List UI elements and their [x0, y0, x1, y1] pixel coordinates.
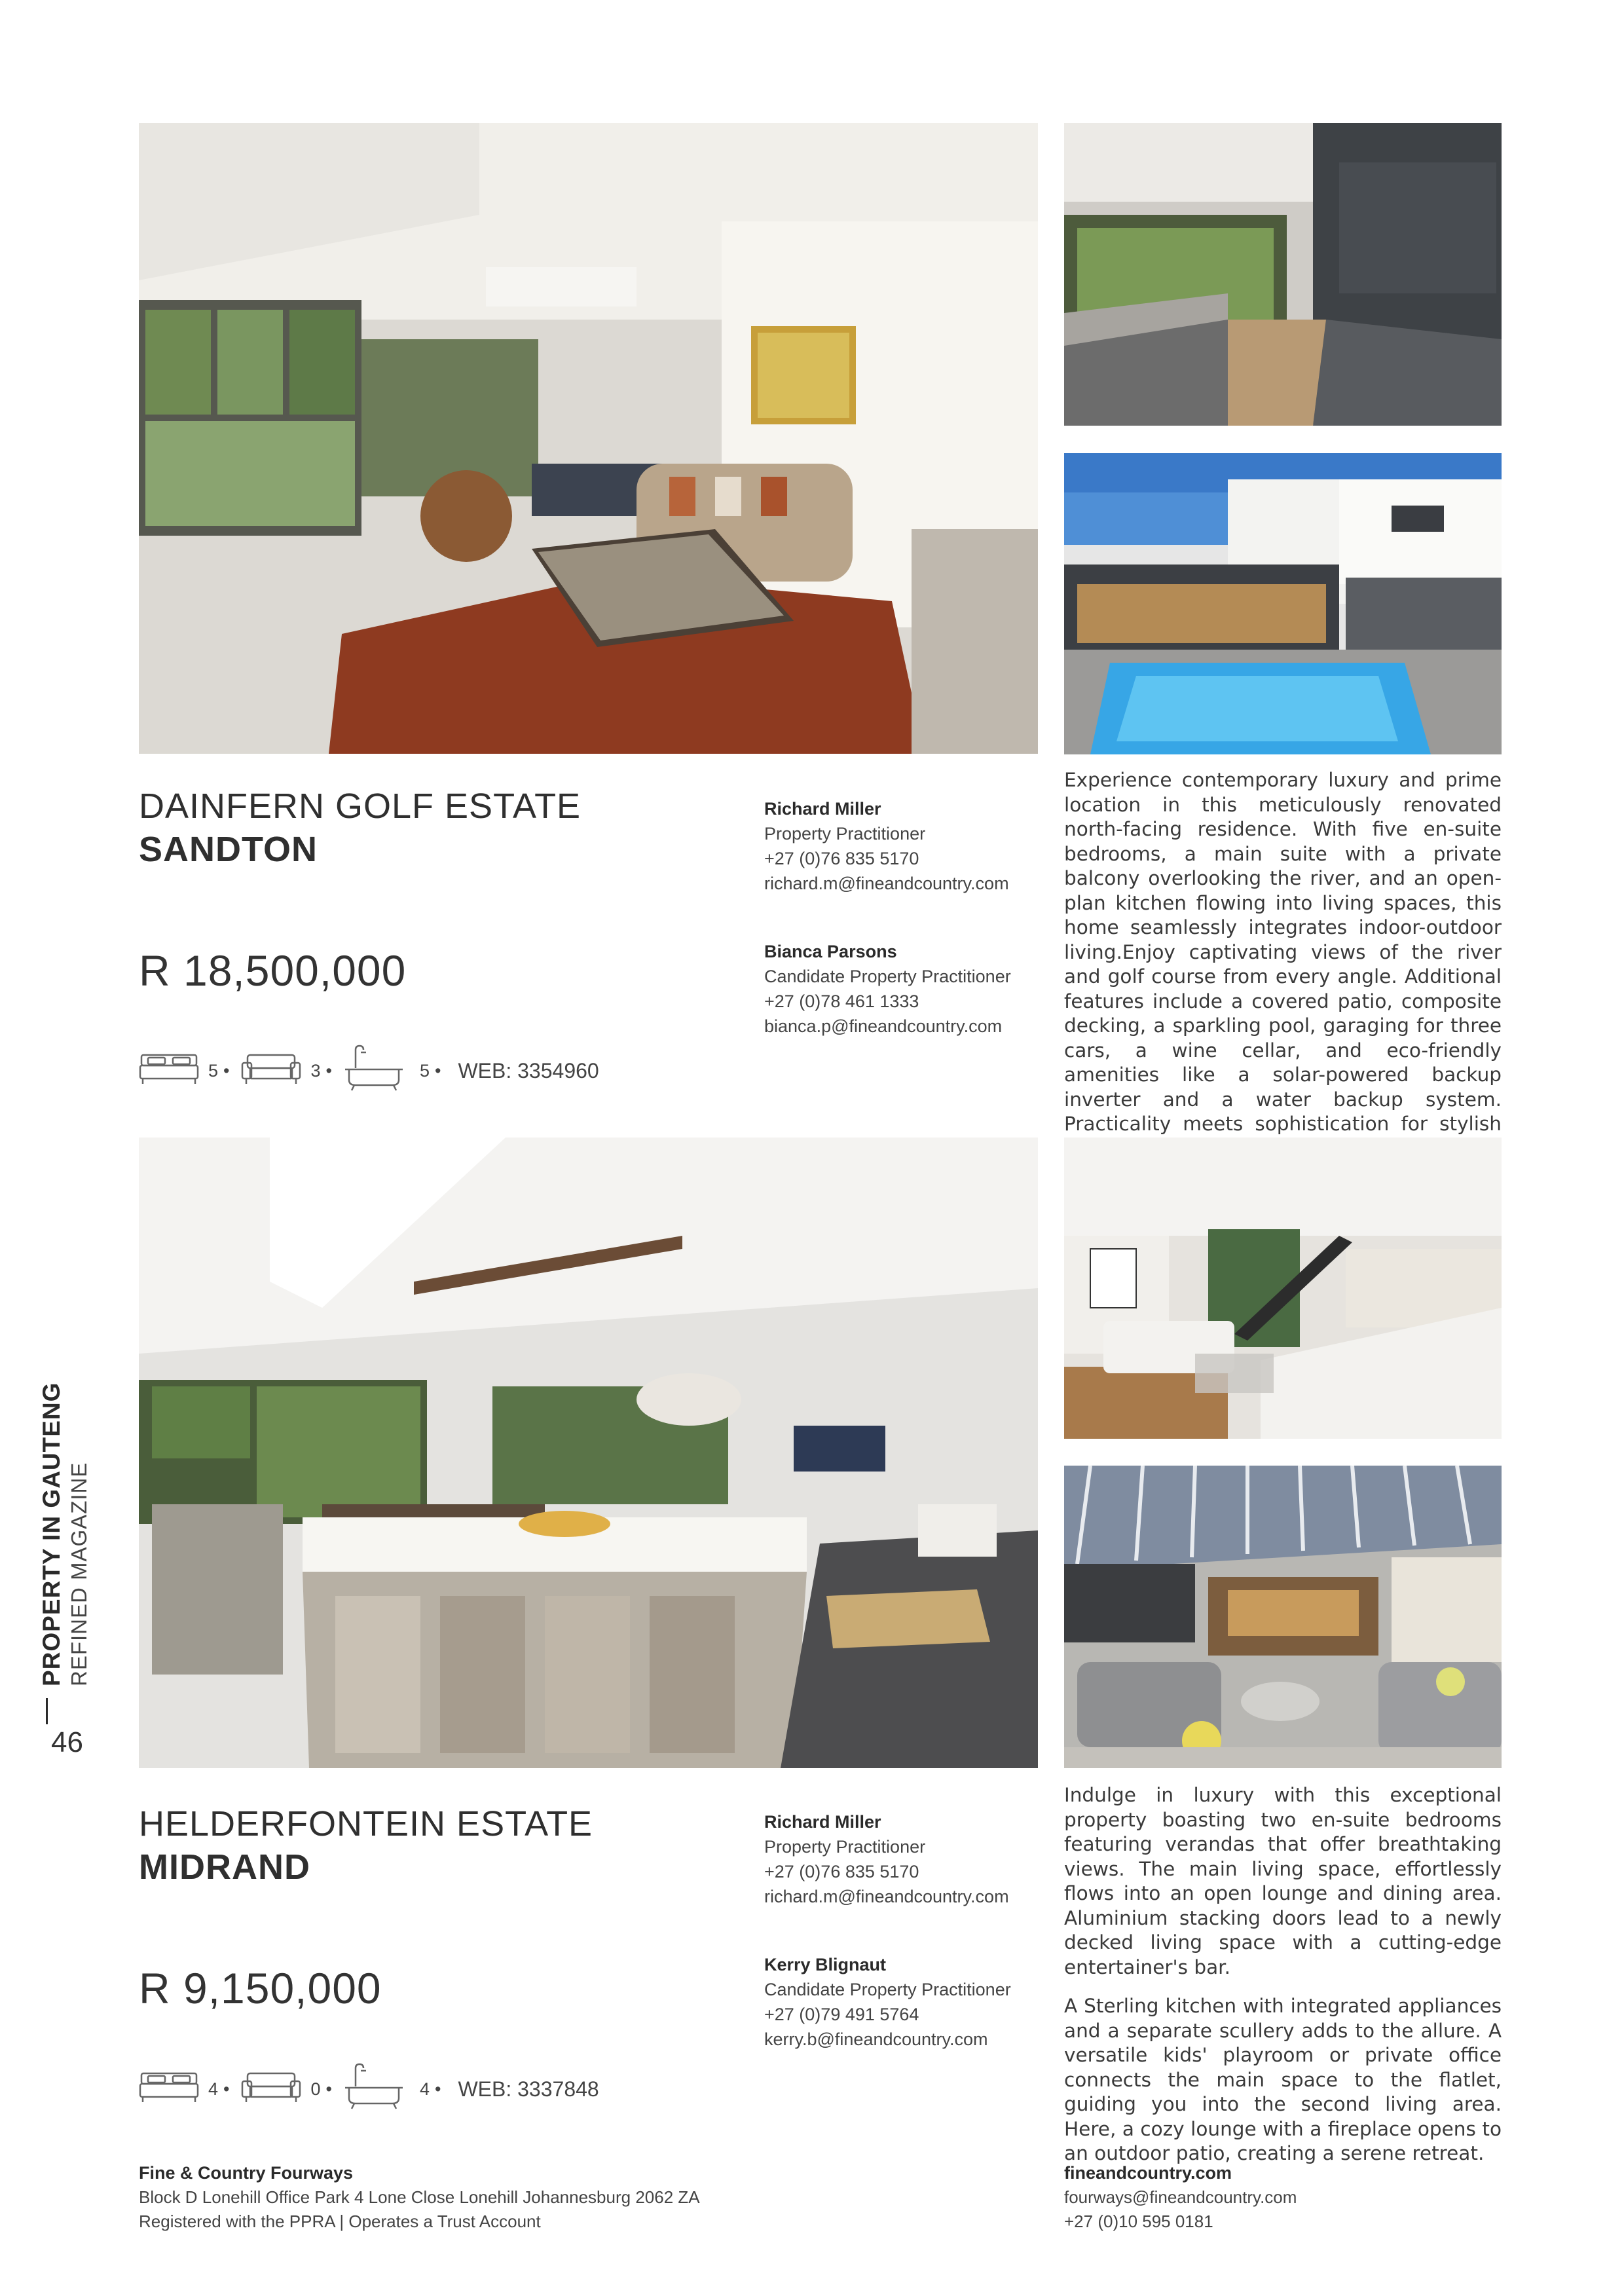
sofa-icon	[241, 1051, 301, 1090]
listing1-estate: DAINFERN GOLF ESTATE	[139, 787, 581, 826]
agent-phone[interactable]: +27 (0)76 835 5170	[764, 849, 919, 868]
agent-role: Property Practitioner	[764, 1837, 926, 1857]
side-title: PROPERTY IN GAUTENG	[38, 1382, 65, 1686]
listing1-price: R 18,500,000	[139, 946, 407, 995]
listing2-price: R 9,150,000	[139, 1964, 382, 2012]
side-magazine-sub	[67, 1462, 92, 1686]
footer-website[interactable]: fineandcountry.com	[1064, 2163, 1232, 2183]
listing1-heading	[139, 785, 581, 871]
bath-icon	[344, 2063, 404, 2115]
description-paragraph: A Sterling kitchen with integrated appliances and a separate scullery adds to the allure. A versatile kids' playroom or private office connects the main space to the flatlet, guiding you into the second living area. Here, a cozy lounge with a fireplace opens to an outdoor patio, creating a serene retreat.	[1064, 1995, 1502, 2164]
listing2-agents	[764, 1809, 1039, 2052]
footer-email[interactable]: fourways@fineandcountry.com	[1064, 2187, 1297, 2207]
agent-email[interactable]: kerry.b@fineandcountry.com	[764, 2029, 988, 2049]
listing1-area: SANDTON	[139, 830, 318, 869]
agent-phone[interactable]: +27 (0)76 835 5170	[764, 1862, 919, 1881]
agent-role: Candidate Property Practitioner	[764, 967, 1011, 986]
agent-role: Candidate Property Practitioner	[764, 1980, 1011, 1999]
page-number: 46	[51, 1726, 83, 1758]
footer-registration: Registered with the PPRA | Operates a Trust Account	[139, 2212, 541, 2231]
helderfontein-kitchen-photo	[139, 1138, 1038, 1768]
agent-name: Kerry Blignaut	[764, 1955, 887, 1974]
bath-icon	[344, 1045, 404, 1097]
side-divider	[46, 1698, 48, 1724]
agent-phone[interactable]: +27 (0)78 461 1333	[764, 991, 919, 1011]
agent-role: Property Practitioner	[764, 824, 926, 843]
footer-company: Fine & Country Fourways	[139, 2163, 354, 2183]
side-subtitle: REFINED MAGAZINE	[67, 1462, 91, 1686]
listing2-lounges: 0	[310, 2079, 321, 2099]
listing1-bathrooms: 5	[419, 1060, 430, 1081]
listing1-features: 5 • 3 • 5 • WEB: 3354960	[139, 1045, 599, 1097]
description-paragraph: Indulge in luxury with this exceptional property boasting two en-suite bedrooms featuring verandas that offer breathtaking views. The main living space, effortlessly flows into an open lounge and dining area. Aluminium stacking doors lead to a newly decked living space with a cutting-edge entertainer's bar.	[1064, 1784, 1502, 1978]
footer-address: Block D Lonehill Office Park 4 Lone Close Lonehill Johannesburg 2062 ZA	[139, 2187, 700, 2207]
agent-name: Richard Miller	[764, 1812, 881, 1832]
dainfern-living-room-photo	[139, 123, 1038, 754]
listing1-description	[1064, 768, 1502, 1176]
agent-email[interactable]: bianca.p@fineandcountry.com	[764, 1016, 1003, 1036]
agent-card	[764, 939, 1039, 1039]
agent-card	[764, 1809, 1039, 1909]
side-magazine-label	[38, 1382, 65, 1686]
dainfern-pool-photo	[1064, 453, 1502, 754]
listing1-bedrooms: 5	[208, 1060, 219, 1081]
listing2-bedrooms: 4	[208, 2079, 219, 2099]
agent-name: Richard Miller	[764, 799, 881, 819]
description-paragraph: Experience contemporary luxury and prime location in this meticulously renovated north-facing residence. With five en-suite bedrooms, a main suite with a private balcony overlooking the river, and an open-plan kitchen flowing into living spaces, this home seamlessly integrates indoor-outdoor living.Enjoy captivating views of the river and golf course from every angle. Additional features include a covered patio, composite decking, a sparkling pool, garaging for three cars, a wine cellar, and eco-friendly amenities like a solar-powered backup inverter and a water backup system. Practicality meets sophistication for stylish	[1064, 769, 1502, 1135]
listing1-lounges: 3	[310, 1060, 321, 1081]
listing2-description	[1064, 1783, 1502, 2181]
dainfern-kitchen-photo	[1064, 123, 1502, 426]
listing2-area: MIDRAND	[139, 1847, 310, 1887]
agent-phone[interactable]: +27 (0)79 491 5764	[764, 2005, 919, 2024]
agent-card	[764, 1952, 1039, 2052]
footer-company-block	[139, 2161, 700, 2234]
footer-contact-block	[1064, 2161, 1297, 2234]
agent-name: Bianca Parsons	[764, 942, 897, 961]
footer-phone[interactable]: +27 (0)10 595 0181	[1064, 2212, 1213, 2231]
helderfontein-lounge-photo	[1064, 1138, 1502, 1439]
bed-icon	[139, 1051, 199, 1090]
agent-email[interactable]: richard.m@fineandcountry.com	[764, 1887, 1009, 1906]
helderfontein-patio-photo	[1064, 1466, 1502, 1768]
listing2-bathrooms: 4	[419, 2079, 430, 2099]
listing1-agents	[764, 796, 1039, 1039]
listing2-heading	[139, 1802, 593, 1889]
listing1-web-ref: WEB: 3354960	[458, 1058, 599, 1083]
sofa-icon	[241, 2069, 301, 2109]
agent-email[interactable]: richard.m@fineandcountry.com	[764, 874, 1009, 893]
listing2-features: 4 • 0 • 4 • WEB: 3337848	[139, 2063, 599, 2115]
listing2-web-ref: WEB: 3337848	[458, 2077, 599, 2101]
agent-card	[764, 796, 1039, 896]
listing2-estate: HELDERFONTEIN ESTATE	[139, 1804, 593, 1843]
bed-icon	[139, 2069, 199, 2109]
